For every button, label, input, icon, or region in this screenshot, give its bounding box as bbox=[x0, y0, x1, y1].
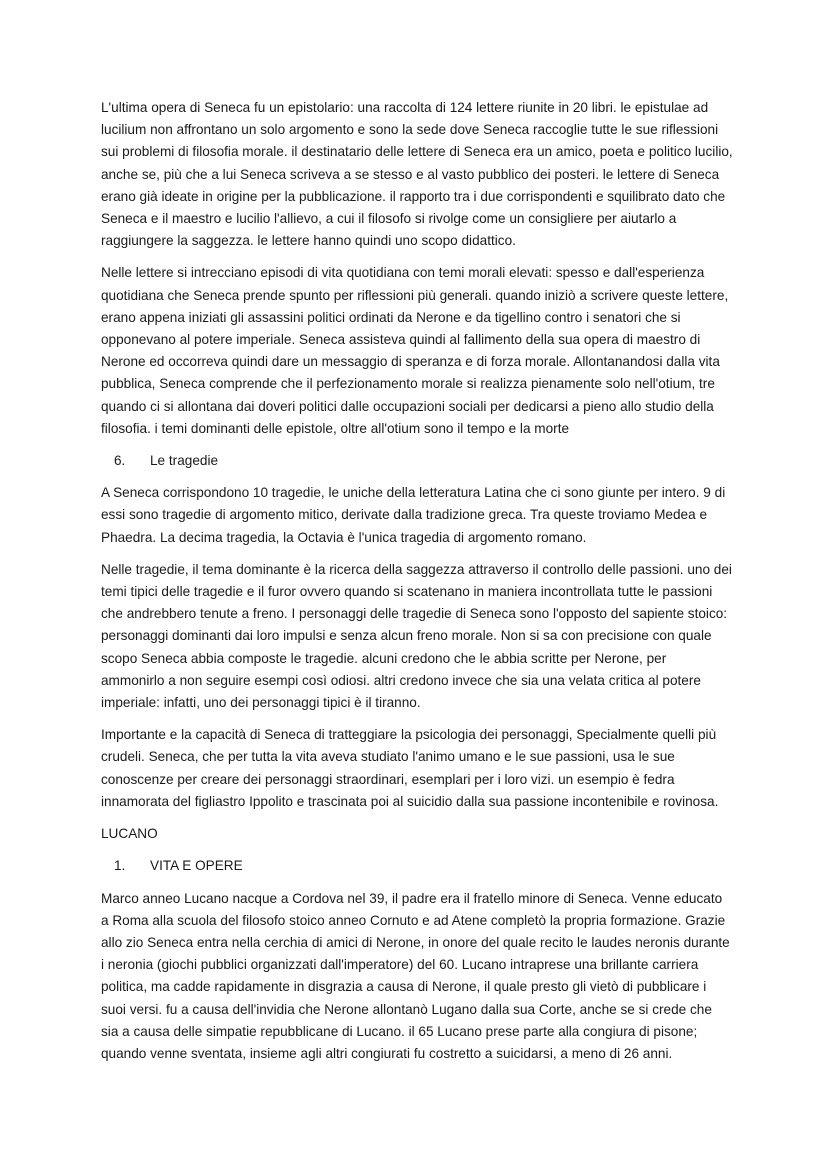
paragraph-lucano-vita: Marco anneo Lucano nacque a Cordova nel 39, il padre era il fratello minore di Seneca. Venne educato a Roma alla scuola del filosofo stoico anneo Cornuto e ad Atene completò la propria formazione. Grazie allo zio Seneca entra nella cerchia di amici di Nerone, in onore del quale recito le laudes neronis durante i neronia (giochi pubblici organizzati dall'imperatore) del 60. Lucano intraprese una brillante carriera politica, ma cadde rapidamente in disgrazia a causa di Nerone, il quale presto gli vietò di pubblicare i suoi versi. fu a causa dell'invidia che Nerone allontanò Lugano dalla sua Corte, anche se si crede che sia a causa delle simpatie repubblicane di Lucano. il 65 Lucano prese parte alla congiura di pisone; quando venne sventata, insieme agli altri congiurati fu costretto a suicidarsi, a meno di 26 anni. bbox=[101, 890, 730, 1061]
paragraph-tragedie-intro: A Seneca corrispondono 10 tragedie, le uniche della letteratura Latina che ci sono giunte per intero. 9 di essi sono tragedie di argomento mitico, derivate dalla tradizione greca. Tra queste troviamo Medea e Phaedra. La decima tragedia, la Octavia è l'unica tragedia di argomento romano. bbox=[101, 485, 726, 545]
paragraph-tragedie-psicologia: Importante e la capacità di Seneca di tratteggiare la psicologia dei personaggi, Specialmente quelli più crudeli. Seneca, che per tutta la vita aveva studiato l'animo umano e le sue passioni, usa le sue conoscenze per creare dei personaggi straordinari, esemplari per i loro vizi. un esempio è fedra innamorata del figliastro Ippolito e trascinata poi al suicidio dalla sua passione incontenibile e rovinosa. bbox=[101, 727, 719, 809]
paragraph-epistulae: L'ultima opera di Seneca fu un epistolario: una raccolta di 124 lettere riunite in 20 libri. le epistulae ad lucilium non affrontano un solo argomento e sono la sede dove Seneca raccoglie tutte le sue riflessioni sui problemi di filosofia morale. il destinatario delle lettere di Seneca era un amico, poeta e politico lucilio, anche se, più che a lui Seneca scriveva a se stesso e al vasto pubblico dei posteri. le lettere di Seneca erano già ideate in origine per la pubblicazione. il rapporto tra i due corrispondenti e squilibrato dato che Seneca e il maestro e lucilio l'allievo, a cui il filosofo si rivolge come un consigliere per aiutarlo a raggiungere la saggezza. le lettere hanno quindi uno scopo didattico. bbox=[101, 100, 733, 249]
list-label: Le tragedie bbox=[150, 453, 219, 469]
list-number: 6. bbox=[114, 453, 126, 469]
paragraph-lettere-temi: Nelle lettere si intrecciano episodi di vita quotidiana con temi morali elevati: spesso e dall'esperienza quotidiana che Seneca prende spunto per riflessioni più generali. quando iniziò a scrivere queste lettere, erano appena iniziati gli assassini politici ordinati da Nerone e da tigellino contro i senatori che si opponevano al potere imperiale. Seneca assisteva quindi al fallimento della sua opera di maestro di Nerone ed occorreva quindi dare un messaggio di speranza e di forza morale. Allontanandosi dalla vita pubblica, Seneca comprende che il perfezionamento morale si realizza pienamente solo nell'otium, tre quando ci si allontana dai doveri politici dalle occupazioni sociali per dedicarsi a pieno allo studio della filosofia. i temi dominanti delle epistole, oltre all'otium sono il tempo e la morte bbox=[101, 265, 729, 436]
paragraph-tragedie-temi: Nelle tragedie, il tema dominante è la ricerca della saggezza attraverso il controllo delle passioni. uno dei temi tipici delle tragedie e il furor ovvero quando si scatenano in maniera incontrollata tutte le passioni che andrebbero tenute a freno. I personaggi delle tragedie di Seneca sono l'opposto del sapiente stoico: personaggi dominanti dai loro impulsi e senza alcun freno morale. Non si sa con precisione con quale scopo Seneca abbia composte le tragedie. alcuni credono che le abbia scritte per Nerone, per ammonirlo a non seguire esempi così odiosi. altri credono invece che sia una velata critica al potere imperiale: infatti, uno dei personaggi tipici è il tiranno. bbox=[101, 561, 732, 711]
section-heading-vita-opere bbox=[101, 855, 733, 877]
list-label: VITA E OPERE bbox=[150, 858, 243, 874]
section-heading-tragedie bbox=[101, 450, 733, 472]
list-number: 1. bbox=[114, 858, 126, 874]
document-body bbox=[101, 97, 733, 1075]
heading-lucano: LUCANO bbox=[101, 826, 158, 842]
